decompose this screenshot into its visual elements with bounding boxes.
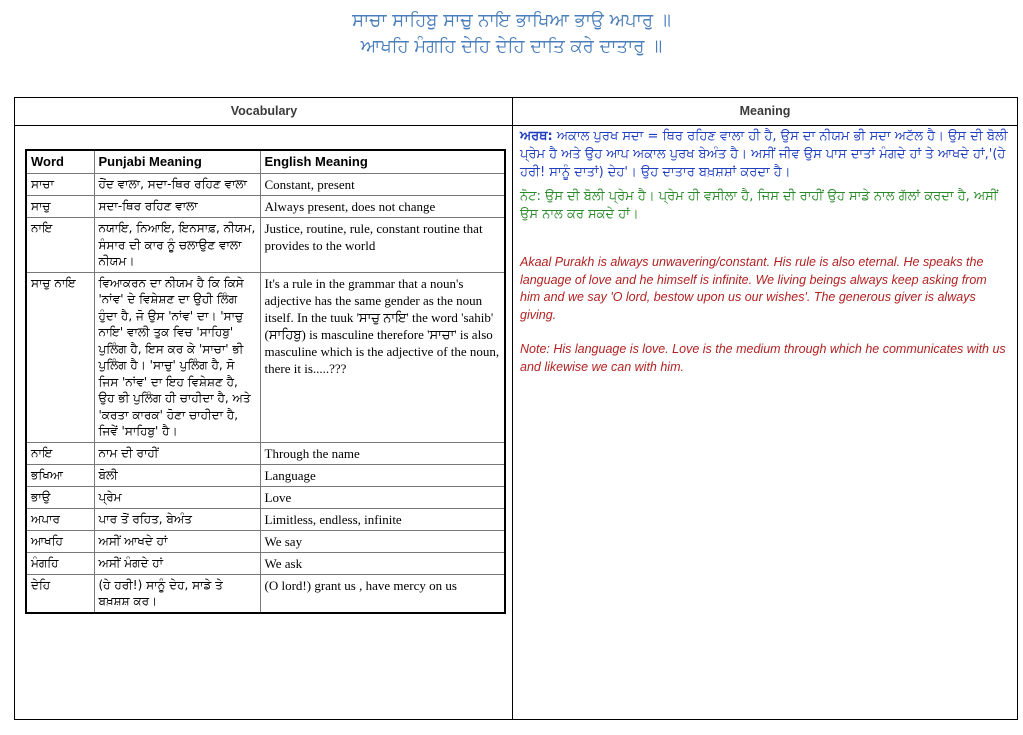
shabad-line-2: ਆਖਹਿ ਮੰਗਹਿ ਦੇਹਿ ਦੇਹਿ ਦਾਤਿ ਕਰੇ ਦਾਤਾਰੁ ॥ bbox=[360, 36, 663, 57]
column-header-english: English Meaning bbox=[260, 150, 505, 174]
arth-text: ਅਕਾਲ ਪੁਰਖ ਸਦਾ = ਥਿਰ ਰਹਿਣ ਵਾਲਾ ਹੀ ਹੈ, ਉਸ ਦਾ ਨੀਯਮ ਭੀ ਸਦਾ ਅਟੱਲ ਹੈ। ਉਸ ਦੀ ਬੋਲੀ ਪ੍ਰੇਮ ਹੈ ਅਤੇ ਉਹ ਆਪ ਅਕਾਲ ਪੁਰਖ ਬੇਅੰਤ ਹੈ। ਅਸੀਂ ਜੀਵ ਉਸ ਪਾਸ ਦਾਤਾਂ ਮੰਗਦੇ ਹਾਂ ਤੇ ਆਖਦੇ ਹਾਂ,'(ਹੇ ਹਰੀ! ਸਾਨੂੰ ਦਾਤਾਂ) ਦੇਹ'। ਉਹ ਦਾਤਾਰ ਬਖ਼ਸ਼ਸ਼ਾਂ ਕਰਦਾ ਹੈ। bbox=[520, 129, 1008, 180]
punjabi-meaning-cell: ਨਾਮ ਦੀ ਰਾਹੀਂ bbox=[94, 442, 260, 464]
word-cell: ਨਾਇ bbox=[26, 442, 94, 464]
english-note: Note: His language is love. Love is the medium through which he communicates with us and likewise we can with him. bbox=[520, 342, 1006, 374]
table-row bbox=[26, 486, 505, 508]
vocabulary-header-row bbox=[26, 150, 505, 174]
table-row bbox=[26, 574, 505, 613]
word-cell: ਸਾਚਾ bbox=[26, 174, 94, 196]
table-row bbox=[26, 530, 505, 552]
word-cell: ਨਾਇ bbox=[26, 218, 94, 273]
english-meaning-cell: We say bbox=[260, 530, 505, 552]
table-row bbox=[26, 552, 505, 574]
shabad-line-1: ਸਾਚਾ ਸਾਹਿਬੁ ਸਾਚੁ ਨਾਇ ਭਾਖਿਆ ਭਾਉ ਅਪਾਰੁ ॥ bbox=[352, 10, 671, 31]
english-meaning-cell: Constant, present bbox=[260, 174, 505, 196]
english-meaning-cell: It's a rule in the grammar that a noun's adjective has the same gender as the noun itself. In the tuuk 'ਸਾਚੁ ਨਾਇ' the word 'sahib' (ਸਾਹਿਬੁ) is masculine therefore 'ਸਾਚਾ' is also masculine which is the adjective of the noun, there it is.....??? bbox=[260, 272, 505, 442]
punjabi-meaning-cell: ਸਦਾ-ਥਿਰ ਰਹਿਣ ਵਾਲਾ bbox=[94, 196, 260, 218]
meaning-heading: Meaning bbox=[513, 98, 1017, 126]
word-cell: ਭਖਿਆ bbox=[26, 464, 94, 486]
shabad-header bbox=[0, 8, 1023, 60]
vocabulary-heading: Vocabulary bbox=[15, 98, 513, 126]
table-row bbox=[26, 174, 505, 196]
column-header-punjabi: Punjabi Meaning bbox=[94, 150, 260, 174]
table-row bbox=[26, 196, 505, 218]
punjabi-meaning-cell: ਅਸੀਂ ਮੰਗਦੇ ਹਾਂ bbox=[94, 552, 260, 574]
column-divider bbox=[512, 98, 513, 719]
content-table bbox=[14, 97, 1018, 720]
punjabi-note: ਨੋਟ: ਉਸ ਦੀ ਬੋਲੀ ਪ੍ਰੇਮ ਹੈ। ਪ੍ਰੇਮ ਹੀ ਵਸੀਲਾ ਹੈ, ਜਿਸ ਦੀ ਰਾਹੀਂ ਉਹ ਸਾਡੇ ਨਾਲ ਗੱਲਾਂ ਕਰਦਾ ਹੈ, ਅਸੀਂ ਉਸ ਨਾਲ ਕਰ ਸਕਦੇ ਹਾਂ। bbox=[520, 189, 998, 222]
english-meaning-cell: Language bbox=[260, 464, 505, 486]
table-row bbox=[26, 508, 505, 530]
punjabi-meaning-cell: ਅਸੀਂ ਆਖਦੇ ਹਾਂ bbox=[94, 530, 260, 552]
word-cell: ਅਪਾਰ bbox=[26, 508, 94, 530]
word-cell: ਦੇਹਿ bbox=[26, 574, 94, 613]
meaning-panel bbox=[520, 128, 1010, 376]
punjabi-meaning-cell: ਨਯਾਇ, ਨਿਆਇ, ਇਨਸਾਫ਼, ਨੀਯਮ, ਸੰਸਾਰ ਦੀ ਕਾਰ ਨੂੰ ਚਲਾਉਣ ਵਾਲਾ ਨੀਯਮ। bbox=[94, 218, 260, 273]
punjabi-meaning-cell: ਪ੍ਰੇਮ bbox=[94, 486, 260, 508]
vocabulary-table bbox=[25, 149, 506, 614]
table-row bbox=[26, 218, 505, 273]
table-row bbox=[26, 442, 505, 464]
punjabi-meaning-cell: ਬੋਲੀ bbox=[94, 464, 260, 486]
english-meaning-cell: Love bbox=[260, 486, 505, 508]
english-meaning-cell: Always present, does not change bbox=[260, 196, 505, 218]
word-cell: ਸਾਚੁ bbox=[26, 196, 94, 218]
punjabi-meaning-cell: ਹੋਂਦ ਵਾਲਾ, ਸਦਾ-ਥਿਰ ਰਹਿਣ ਵਾਲਾ bbox=[94, 174, 260, 196]
english-meaning-cell: Through the name bbox=[260, 442, 505, 464]
word-cell: ਮੰਗਹਿ bbox=[26, 552, 94, 574]
english-meaning-paragraph: Akaal Purakh is always unwavering/constant. His rule is also eternal. He speaks the language of love and he himself is infinite. We living beings always keep asking from him and we say 'O lord, bestow upon us our wishes'. The generous giver is always giving. bbox=[520, 255, 987, 322]
english-meaning-cell: We ask bbox=[260, 552, 505, 574]
word-cell: ਆਖਹਿ bbox=[26, 530, 94, 552]
column-header-word: Word bbox=[26, 150, 94, 174]
arth-label: ਅਰਥ: bbox=[520, 129, 553, 144]
punjabi-meaning-cell: ਵਿਆਕਰਨ ਦਾ ਨੀਯਮ ਹੈ ਕਿ ਕਿਸੇ 'ਨਾਂਵ' ਦੇ ਵਿਸ਼ੇਸ਼ਣ ਦਾ ਉਹੀ ਲਿੰਗ ਹੁੰਦਾ ਹੈ, ਜੋ ਉਸ 'ਨਾਂਵ' ਦਾ। 'ਸਾਚੁ ਨਾਇ' ਵਾਲੀ ਤੁਕ ਵਿਚ 'ਸਾਹਿਬੁ' ਪੁਲਿੰਗ ਹੈ, ਇਸ ਕਰ ਕੇ 'ਸਾਚਾ' ਭੀ ਪੁਲਿੰਗ ਹੈ। 'ਸਾਚੁ' ਪੁਲਿੰਗ ਹੈ, ਸੋ ਜਿਸ 'ਨਾਂਵ' ਦਾ ਇਹ ਵਿਸ਼ੇਸ਼ਣ ਹੈ, ਉਹ ਭੀ ਪੁਲਿੰਗ ਹੀ ਚਾਹੀਦਾ ਹੈ, ਅਤੇ 'ਕਰਤਾ ਕਾਰਕ' ਹੋਣਾ ਚਾਹੀਦਾ ਹੈ, ਜਿਵੇਂ 'ਸਾਹਿਬੁ' ਹੈ। bbox=[94, 272, 260, 442]
english-meaning-cell: Limitless, endless, infinite bbox=[260, 508, 505, 530]
word-cell: ਸਾਚੁ ਨਾਇ bbox=[26, 272, 94, 442]
word-cell: ਭਾਉ bbox=[26, 486, 94, 508]
punjabi-meaning-cell: (ਹੇ ਹਰੀ!) ਸਾਨੂੰ ਦੇਹ, ਸਾਡੇ ਤੇ ਬਖ਼ਸ਼ਸ਼ ਕਰ। bbox=[94, 574, 260, 613]
punjabi-meaning-cell: ਪਾਰ ਤੋਂ ਰਹਿਤ, ਬੇਅੰਤ bbox=[94, 508, 260, 530]
punjabi-meaning-paragraph bbox=[520, 128, 1010, 182]
english-meaning-cell: Justice, routine, rule, constant routine that provides to the world bbox=[260, 218, 505, 273]
english-meaning-cell: (O lord!) grant us , have mercy on us bbox=[260, 574, 505, 613]
table-row bbox=[26, 464, 505, 486]
table-row bbox=[26, 272, 505, 442]
